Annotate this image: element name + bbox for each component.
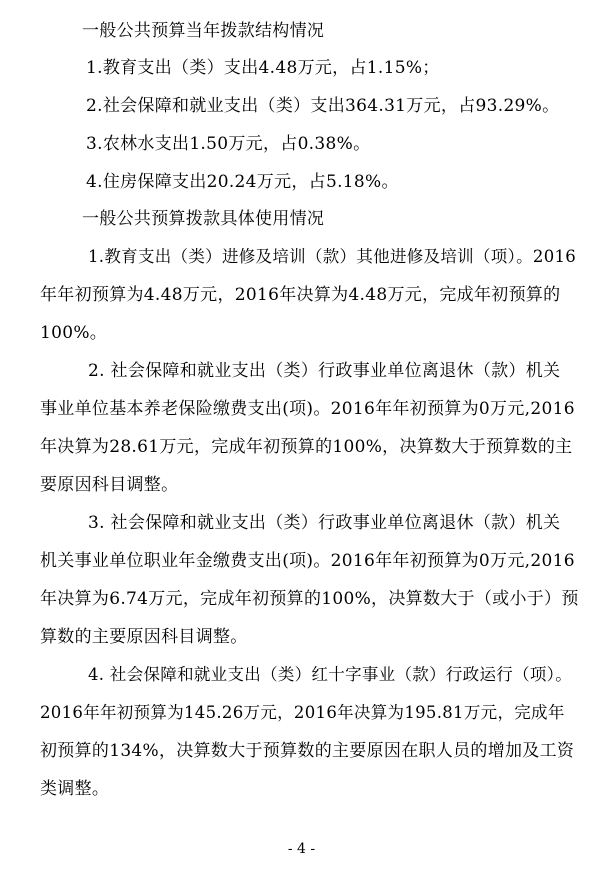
structure-item: 2.社会保障和就业支出（类）支出364.31万元，占93.29%。 — [86, 96, 560, 116]
paragraph-line: 初预算的134%，决算数大于预算数的主要原因在职人员的增加及工资 — [40, 741, 575, 761]
paragraph-line: 要原因科目调整。 — [40, 475, 179, 495]
paragraph-line: 年决算为6.74万元，完成年初预算的100%，决算数大于（或小于）预 — [40, 589, 579, 609]
paragraph-line: 100%。 — [40, 323, 108, 343]
paragraph-line: 1.教育支出（类）进修及培训（款）其他进修及培训（项）。2016 — [88, 247, 577, 266]
usage-heading: 一般公共预算拨款具体使用情况 — [82, 209, 325, 229]
structure-item: 3.农林水支出1.50万元，占0.38%。 — [86, 134, 371, 154]
paragraph-line: 年年初预算为4.48万元，2016年决算为4.48万元，完成年初预算的 — [40, 285, 561, 305]
structure-heading: 一般公共预算当年拨款结构情况 — [82, 21, 325, 41]
paragraph-line: 2016年年初预算为145.26万元，2016年决算为195.81万元，完成年 — [40, 703, 565, 722]
paragraph-line: 算数的主要原因科目调整。 — [40, 627, 248, 647]
paragraph-line: 年决算为28.61万元，完成年初预算的100%，决算数大于预算数的主 — [40, 437, 573, 457]
paragraph-line: 2. 社会保障和就业支出（类）行政事业单位离退休（款）机关 — [88, 361, 561, 381]
structure-item: 1.教育支出（类）支出4.48万元，占1.15%； — [86, 58, 440, 78]
paragraph-line: 类调整。 — [40, 779, 110, 799]
paragraph-line: 4. 社会保障和就业支出（类）红十字事业（款）行政运行（项）。 — [88, 665, 573, 684]
paragraph-line: 3. 社会保障和就业支出（类）行政事业单位离退休（款）机关 — [88, 513, 561, 533]
paragraph-line: 机关事业单位职业年金缴费支出(项)。2016年年初预算为0万元,2016 — [40, 551, 575, 571]
structure-item: 4.住房保障支出20.24万元，占5.18%。 — [86, 172, 399, 192]
paragraph-line: 事业单位基本养老保险缴费支出(项)。2016年年初预算为0万元,2016 — [40, 399, 575, 419]
page-number: - 4 - — [287, 841, 316, 857]
